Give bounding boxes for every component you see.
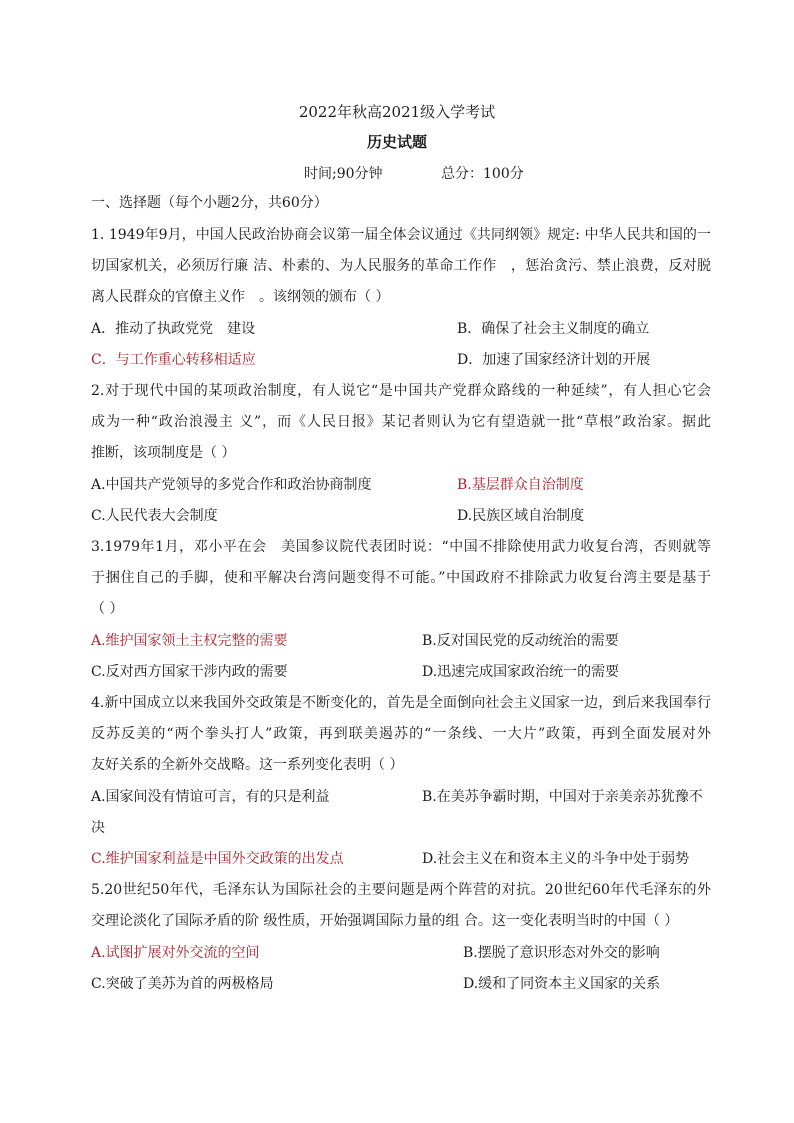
question-5-line-1: 5.20世纪50年代，毛泽东认为国际社会的主要问题是两个阵营的对抗。20世纪60年代毛泽东的外	[91, 882, 711, 898]
question-4-option-b-continued: 决	[91, 820, 105, 836]
question-5-option-c: C.突破了美苏为首的两极格局	[91, 976, 274, 992]
question-2-line-1: 2.对于现代中国的某项政治制度，有人说它“是中国共产党群众路线的一种延续”，有人担心它会	[91, 383, 711, 399]
question-1-option-b: B．确保了社会主义制度的确立	[457, 321, 650, 337]
question-2-line-2: 成为一种“政治浪漫主 义”，而《人民日报》某记者则认为它有望造就一批“草根”政治家。据此	[91, 414, 711, 430]
question-4-option-c: C.维护国家利益是中国外交政策的出发点	[91, 851, 344, 867]
question-3-option-a: A.维护国家领土主权完整的需要	[91, 633, 288, 649]
question-2-option-b: B.基层群众自治制度	[457, 477, 584, 493]
question-4-line-2: 反苏反美的“两个拳头打人”政策，再到联美遏苏的“一条线、一大片”政策，再到全面发展对外	[91, 726, 711, 742]
question-4-line-1: 4.新中国成立以来我国外交政策是不断变化的，首先是全面倒向社会主义国家一边，到后来我国奉行	[91, 695, 711, 711]
question-4-line-3: 友好关系的全新外交战略。这一系列变化表明（ ）	[91, 757, 404, 773]
exam-title: 2022年秋高2021级入学考试	[298, 103, 496, 121]
question-2-option-a: A.中国共产党领导的多党合作和政治协商制度	[91, 477, 372, 493]
question-3-line-2: 于捆住自己的手脚，使和平解决台湾问题变得不可能。”中国政府不排除武力收复台湾主要是基于	[91, 570, 711, 586]
question-3-line-3: （ ）	[91, 601, 124, 617]
question-3-line-1: 3.1979年1月，邓小平在会 美国参议院代表团时说：“中国不排除使用武力收复台湾，否则就等	[91, 539, 711, 555]
question-3-option-d: D.迅速完成国家政治统一的需要	[422, 664, 620, 680]
exam-time: 时间;90分钟	[304, 166, 383, 182]
question-1-option-c: C．与工作重心转移相适应	[91, 352, 256, 368]
question-1-option-d: D．加速了国家经济计划的开展	[457, 352, 651, 368]
question-1-option-a: A．推动了执政党党 建设	[91, 321, 256, 337]
question-2-line-3: 推断，该项制度是（ ）	[91, 445, 236, 461]
question-4-option-b: B.在美苏争霸时期，中国对于亲美亲苏犹豫不	[422, 789, 703, 805]
question-2-option-d: D.民族区域自治制度	[457, 508, 585, 524]
question-5-option-a: A.试图扩展对外交流的空间	[91, 945, 260, 961]
question-1-line-3: 离人民群众的官僚主义作 。该纲领的颁布（ ）	[91, 289, 390, 305]
question-5-line-2: 交理论淡化了国际矛盾的阶 级性质，开始强调国际力量的组 合。这一变化表明当时的中国（ ）	[91, 913, 679, 929]
question-1-line-2: 切国家机关，必须厉行廉 洁、朴素的、为人民服务的革命工作作 ，惩治贪污、禁止浪费，反对脱	[91, 258, 711, 274]
exam-score: 总分：100分	[441, 166, 524, 182]
question-5-option-b: B.摆脱了意识形态对外交的影响	[463, 945, 660, 961]
question-4-option-a: A.国家间没有情谊可言，有的只是利益	[91, 789, 330, 805]
question-5-option-d: D.缓和了同资本主义国家的关系	[463, 976, 661, 992]
question-3-option-c: C.反对西方国家干涉内政的需要	[91, 664, 288, 680]
question-1-line-1: 1. 1949年9月，中国人民政治协商会议第一届全体会议通过《共同纲领》规定: 中华人民共和国的一	[91, 227, 711, 243]
question-2-option-c: C.人民代表大会制度	[91, 508, 218, 524]
question-3-option-b: B.反对国民党的反动统治的需要	[422, 633, 619, 649]
exam-subject: 历史试题	[366, 133, 427, 151]
section-heading: 一、选择题（每个小题2分，共60分）	[91, 195, 328, 211]
question-4-option-d: D.社会主义在和资本主义的斗争中处于弱势	[422, 851, 690, 867]
